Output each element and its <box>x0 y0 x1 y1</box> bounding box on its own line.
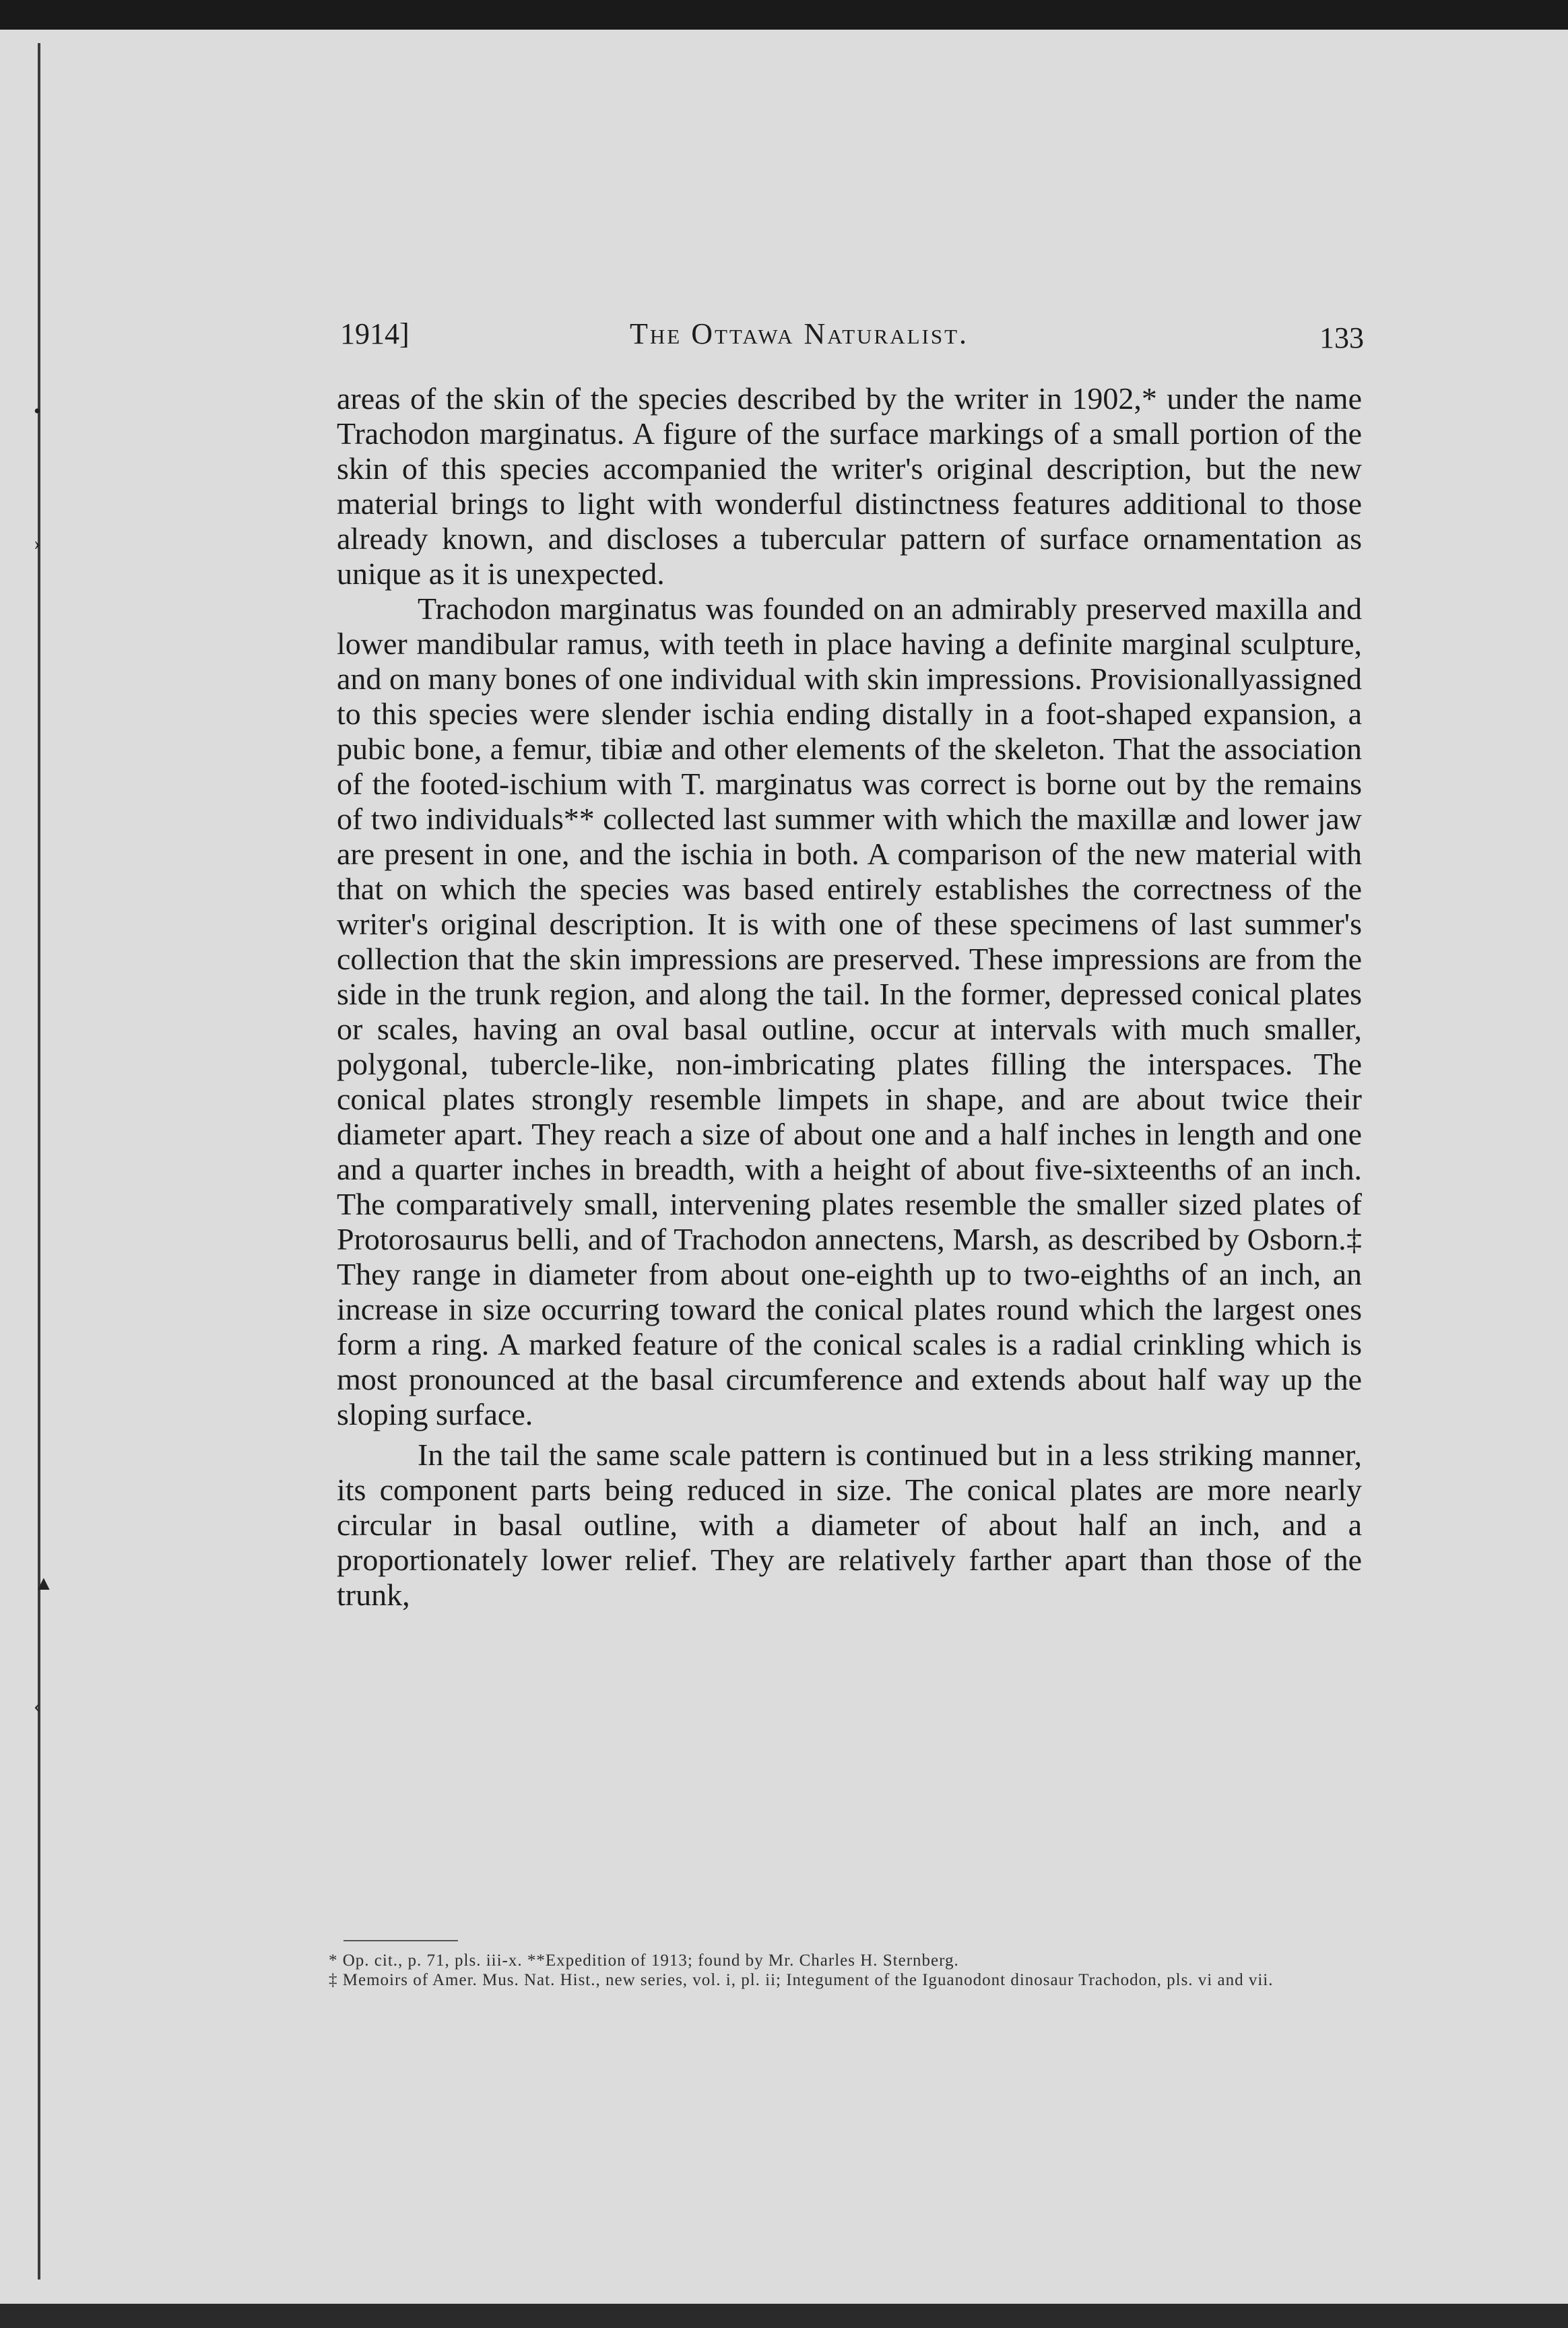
paragraph: In the tail the same scale pattern is continued but in a less striking manner, its component parts being reduced in size. The conical plates are more nearly circular in basal outline, with a diameter of about half an inch, and a proportionately lower relief. They are relatively farther apart than those of the trunk, <box>337 1437 1362 1612</box>
paragraph: areas of the skin of the species described by the writer in 1902,* under the name Trachodon marginatus. A figure of the surface markings of a small portion of the skin of this species accompanied the writer's original description, but the new material brings to light with wonderful distinctness features additional to those already known, and discloses a tubercular pattern of surface ornamentation as unique as it is unexpected. <box>337 381 1362 591</box>
margin-mark: ▲ <box>34 1572 54 1594</box>
footnote-divider <box>344 1940 458 1941</box>
footnote: * Op. cit., p. 71, pls. iii-x. **Expedition of 1913; found by Mr. Charles H. Sternberg. <box>329 1951 959 1970</box>
page-binding-edge <box>38 43 40 2280</box>
running-head <box>340 290 1364 354</box>
margin-mark: • <box>34 400 41 422</box>
scan-bottom-edge <box>0 2304 1568 2328</box>
margin-mark: ‹ <box>34 1695 40 1717</box>
margin-mark: › <box>34 532 40 554</box>
page-number: 133 <box>1319 321 1364 354</box>
footnote: ‡ Memoirs of Amer. Mus. Nat. Hist., new series, vol. i, pl. ii; Integument of the Iguanodont dinosaur Trachodon, pls. vi and vii. <box>329 1971 1274 1989</box>
volume-year: 1914] <box>340 317 410 350</box>
journal-title: The Ottawa Naturalist. <box>630 317 969 350</box>
scan-top-edge <box>0 0 1568 30</box>
footnotes <box>329 1951 1339 1990</box>
article-body <box>337 381 1362 1613</box>
paragraph: Trachodon marginatus was founded on an admirably preserved maxilla and lower mandibular ramus, with teeth in place having a definite marginal sculpture, and on many bones of one individual with skin impressions. Provisionallyassigned to this species were slender ischia ending distally in a foot-shaped expansion, a pubic bone, a femur, tibiæ and other elements of the skeleton. That the association of the footed-ischium with T. marginatus was correct is borne out by the remains of two individuals** collected last summer with which the maxillæ and lower jaw are present in one, and the ischia in both. A comparison of the new material with that on which the species was based entirely establishes the correctness of the writer's original description. It is with one of these specimens of last summer's collection that the skin impressions are preserved. These impressions are from the side in the trunk region, and along the tail. In the former, depressed conical plates or scales, having an oval basal outline, occur at intervals with much smaller, polygonal, tubercle-like, non-imbricating plates filling the interspaces. The conical plates strongly resemble limpets in shape, and are about twice their diameter apart. They reach a size of about one and a half inches in length and one and a quarter inches in breadth, with a height of about five-sixteenths of an inch. The comparatively small, intervening plates resemble the smaller sized plates of Protorosaurus belli, and of Trachodon annectens, Marsh, as described by Osborn.‡ They range in diameter from about one-eighth up to two-eighths of an inch, an increase in size occurring toward the conical plates round which the largest ones form a ring. A marked feature of the conical scales is a radial crinkling which is most pronounced at the basal circumference and extends about half way up the sloping surface. <box>337 591 1362 1431</box>
